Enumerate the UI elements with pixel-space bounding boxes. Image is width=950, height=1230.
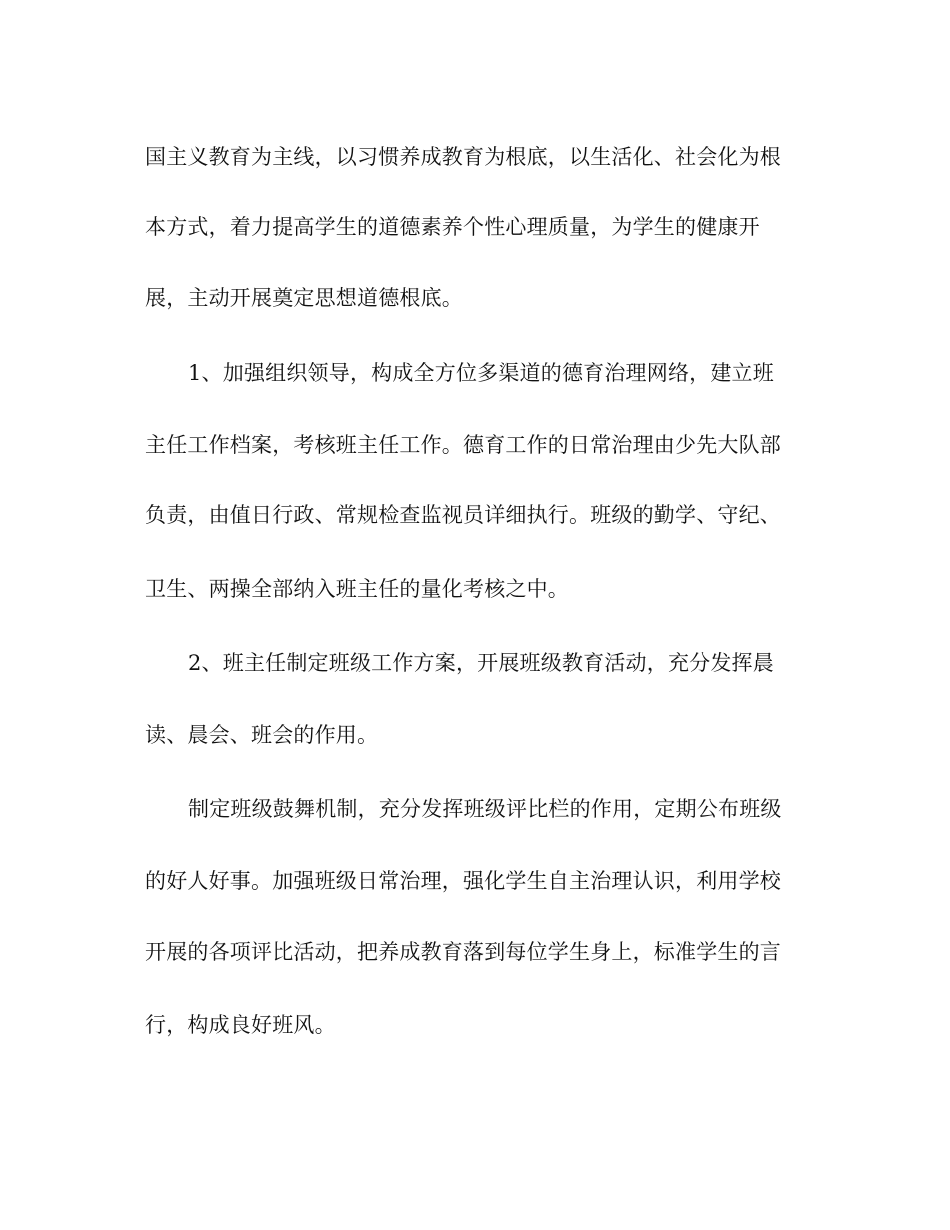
text-line: 行，构成良好班风。 [145, 1013, 336, 1037]
text-line: 展，主动开展奠定思想道德根底。 [145, 286, 463, 310]
text-line: 主任工作档案，考核班主任工作。德育工作的日常治理由少先大队部 [145, 433, 781, 457]
paragraph-first-line: 2、班主任制定班级工作方案，开展班级教育活动，充分发挥晨 [188, 651, 774, 675]
text-line: 国主义教育为主线，以习惯养成教育为根底，以生活化、社会化为根 [145, 145, 781, 169]
text-line: 的好人好事。加强班级日常治理，强化学生自主治理认识，利用学校 [145, 869, 781, 893]
text-line: 开展的各项评比活动，把养成教育落到每位学生身上，标准学生的言 [145, 940, 781, 964]
text-line: 卫生、两操全部纳入班主任的量化考核之中。 [145, 577, 569, 601]
paragraph-first-line: 1、加强组织领导，构成全方位多渠道的德育治理网络，建立班 [188, 361, 774, 385]
text-line: 读、晨会、班会的作用。 [145, 723, 379, 747]
paragraph-first-line: 制定班级鼓舞机制，充分发挥班级评比栏的作用，定期公布班级 [188, 797, 782, 821]
text-line: 本方式，着力提高学生的道德素养个性心理质量，为学生的健康开 [145, 215, 760, 239]
text-line: 负责，由值日行政、常规检查监视员详细执行。班级的勤学、守纪、 [145, 503, 781, 527]
